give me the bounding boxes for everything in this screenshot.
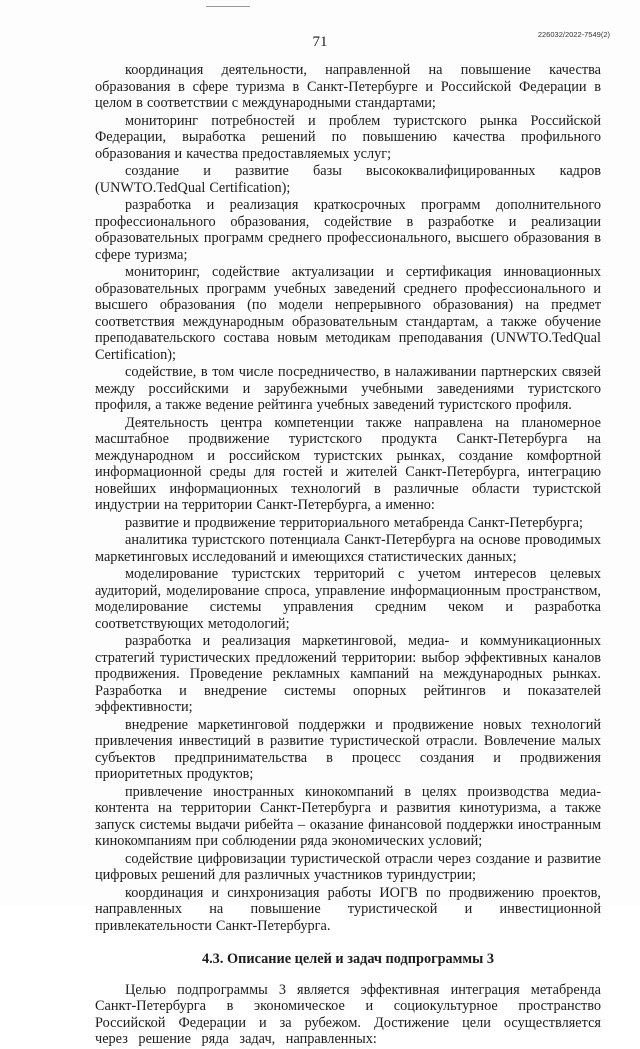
paragraph-digitalization: содействие цифровизации туристической отрасли через создание и развитие цифровых решений для различных участников туриндустрии;: [95, 850, 601, 883]
section-heading: 4.3. Описание целей и задач подпрограммы 3: [201, 951, 495, 967]
paragraph-partnerships: содействие, в том числе посредничество, в налаживании партнерских связей между российскими и зарубежными учебными заведениями туристского профиля, а также ведение рейтинга учебных заведений туристского профиля.: [95, 364, 601, 413]
paragraph-short-programs: разработка и реализация краткосрочных программ дополнительного профессионального образования, содействие в разработке и реализации образовательных программ среднего профессионального, высшего образования в сфере туризма;: [95, 197, 601, 263]
page-number: 71: [312, 34, 328, 50]
paragraph-coordination-quality: координация деятельности, направленной на повышение качества образования в сфере туризма в Санкт-Петербурге и Российской Федерации в целом в соответствии с международными стандартами;: [95, 62, 601, 111]
paragraph-program-certification: мониторинг, содействие актуализации и сертификация инновационных образовательных программ учебных заведений среднего профессионального и высшего образования (по модели непрерывного образования) на предмет соответствия международным образовательным стандартам, а также обучение преподавательского состава новым методикам преподавания (UNWTO.TedQual Certification);: [95, 264, 601, 363]
paragraph-investment-technologies: внедрение маркетинговой поддержки и продвижение новых технологий привлечения инвестиций в развитие туристической отрасли. Вовлечение малых субъектов предпринимательства в процесс создания и продвижения приоритетных продуктов;: [95, 716, 601, 782]
paragraph-personnel-base: создание и развитие базы высококвалифицированных кадров (UNWTO.TedQual Certification);: [95, 163, 601, 196]
paragraph-territory-modeling: моделирование туристских территорий с учетом интересов целевых аудиторий, моделирование спроса, управление информационным пространством, моделирование системы управления средним чеком и разработка соответствующих методологий;: [95, 566, 601, 632]
paragraph-center-activity: Деятельность центра компетенции также направлена на планомерное масштабное продвижение туристского продукта Санкт-Петербурга на международном и российском туристских рынках, создание комфортной информационной среды для гостей и жителей Санкт-Петербурга, интеграцию новейших информационных технологий в различные области туристской индустрии на территории Санкт-Петербурга, а именно:: [95, 414, 601, 513]
paragraph-film-companies: привлечение иностранных кинокомпаний в целях производства медиа-контента на территории Санкт-Петербурга и развития кинотуризма, а также запуск системы выдачи рибейта – оказание финансовой поддержки иностранным кинокомпаниям при соблюдении ряда экономических условий;: [95, 783, 601, 849]
paragraph-metabrand-promotion: развитие и продвижение территориального метабренда Санкт-Петербурга;: [125, 514, 583, 531]
paragraph-iogv-coordination: координация и синхронизация работы ИОГВ по продвижению проектов, направленных на повышение туристической и инвестиционной привлекательности Санкт-Петербурга.: [95, 884, 601, 934]
scan-mark-line: [206, 6, 250, 7]
paragraph-potential-analytics: аналитика туристского потенциала Санкт-Петербурга на основе проводимых маркетинговых исследований и имеющихся статистических данных;: [95, 532, 601, 565]
paragraph-marketing-strategies: разработка и реализация маркетинговой, медиа- и коммуникационных стратегий туристических предложений территории: выбор эффективных каналов продвижения. Проведение рекламных кампаний на международных рынках. Разработка и внедрение системы опорных рейтингов и показателей эффективности;: [95, 633, 601, 715]
document-code: 226032/2022-7549(2): [537, 30, 610, 39]
paragraph-monitoring-needs: мониторинг потребностей и проблем туристского рынка Российской Федерации, выработка решений по повышению качества профильного образования и качества предоставляемых услуг;: [95, 112, 601, 162]
paragraph-subprogram-goal: Целью подпрограммы 3 является эффективная интеграция метабренда Санкт-Петербурга в экономическое и социокультурное пространство Российской Федерации и за рубежом. Достижение цели осуществляется через решение ряда задач, направленных:: [95, 981, 601, 1047]
document-body: [95, 62, 601, 1049]
